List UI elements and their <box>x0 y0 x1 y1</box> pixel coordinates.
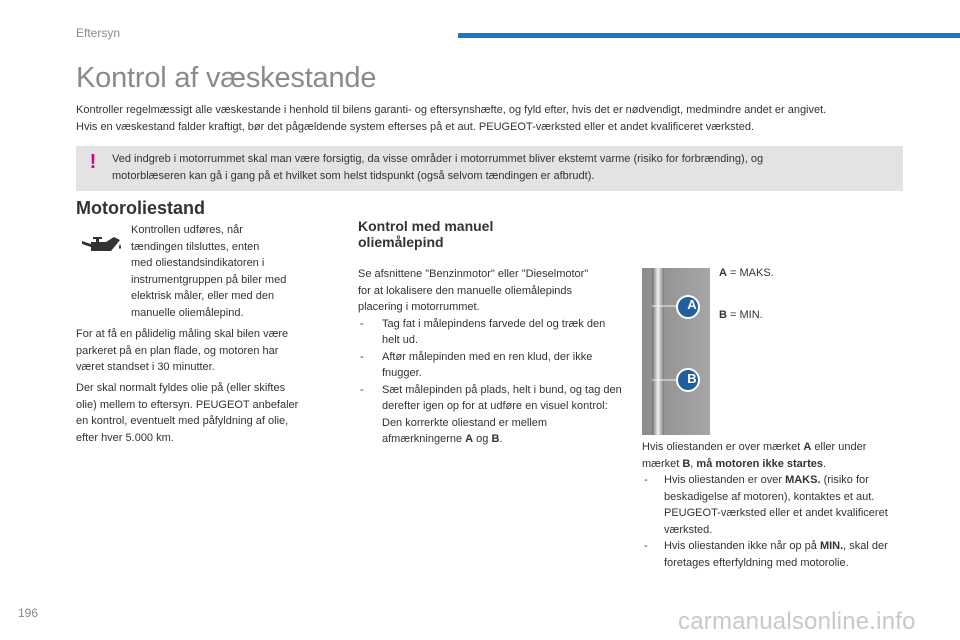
do-not-start-warning: må motoren ikke startes <box>696 457 823 470</box>
text-line: instrumentgruppen på biler med <box>131 273 287 286</box>
text-line: For at få en pålidelig måling skal bilen være <box>76 328 289 340</box>
section-label: Eftersyn <box>76 26 121 40</box>
label-b-min <box>719 309 763 321</box>
heading-line: oliemålepind <box>358 234 444 250</box>
text-line: olie) mellem to eftersyn. PEUGEOT anbefaler <box>76 398 299 411</box>
mark-a: A <box>465 433 474 445</box>
page-number: 196 <box>18 606 39 620</box>
text-line: for at lokalisere den manuelle oliemålepinds <box>358 284 573 297</box>
label-a-value: = MAKS. <box>726 267 774 279</box>
step-list <box>358 316 623 448</box>
exclamation-icon: ! <box>89 151 97 173</box>
text-line: været standset i 30 minutter. <box>76 361 215 373</box>
text-run: mærket <box>642 457 683 470</box>
text-line <box>642 456 904 473</box>
text-run: , <box>690 457 697 470</box>
oil-level-warning-text <box>642 439 904 571</box>
label-b-value: = MIN. <box>726 309 763 321</box>
label-b-key: B <box>719 309 727 321</box>
heading-line: Kontrol med manuel <box>358 218 494 234</box>
page-title: Kontrol af væskestande <box>76 62 377 94</box>
text-line: efter hver 5.000 km. <box>76 431 174 444</box>
text-run: (risiko for beskadigelse af motoren), kontaktes et aut. PEUGEOT-værksted eller et andet kvalificeret værksted. <box>664 474 888 536</box>
min-term: MIN. <box>819 540 844 552</box>
step-connector: og <box>473 433 492 445</box>
oil-check-paragraph-2 <box>76 380 336 446</box>
text-line <box>642 439 904 456</box>
label-a-maks <box>719 267 774 279</box>
step-text: Sæt målepinden på plads, helt i bund, og tag den derefter igen op for at udføre en visuel kontrol: Den korrerkte oliestand er mellem afmærkningerne <box>382 383 622 445</box>
badge-a: A <box>687 297 697 312</box>
text-line: Se afsnittene "Benzinmotor" eller "Dieselmotor" <box>358 268 589 280</box>
step-item <box>358 382 623 448</box>
intro-line: Hvis en væskestand falder kraftigt, bør det pågældende system efterses på et aut. PEUGEOT-værksted eller et andet kvalificeret værksted. <box>76 121 755 133</box>
intro-paragraph <box>76 102 926 136</box>
advice-item <box>642 538 904 571</box>
text-line: tændingen tilsluttes, enten <box>131 240 260 253</box>
step-end: . <box>499 433 503 445</box>
text-run: Hvis oliestanden er over mærket <box>642 441 804 453</box>
text-line: placering i motorrummet. <box>358 301 480 313</box>
text-line: parkeret på en plan flade, og motoren har <box>76 344 279 357</box>
step-item: - Tag fat i målepindens farvede del og træk den helt ud. <box>358 316 623 349</box>
text-run: . <box>822 457 827 470</box>
text-line: Der skal normalt fyldes olie på (eller skiftes <box>76 382 286 394</box>
watermark: carmanualsonline.info <box>678 608 916 635</box>
header-accent-bar <box>458 33 960 38</box>
text-line: med oliestandsindikatoren i <box>131 257 265 269</box>
dipstick-graphic <box>642 268 710 435</box>
text-line: Kontrollen udføres, når <box>131 224 243 236</box>
dipstick-illustration <box>642 268 710 435</box>
oil-check-intro <box>131 222 331 321</box>
step-item: - Aftør målepinden med en ren klud, der ikke fnugger. <box>358 349 623 382</box>
advice-list <box>642 472 904 571</box>
heading-motoroliestand: Motoroliestand <box>76 198 205 218</box>
text-run: Hvis oliestanden er over <box>664 474 786 486</box>
badge-b: B <box>687 371 697 386</box>
mark-b: B <box>682 457 691 470</box>
intro-line: Kontroller regelmæssigt alle væskestande i henhold til bilens garanti- og eftersynshæfte, og fyld efter, hvis det er nødvendigt, medmindre andet er angivet. <box>76 104 827 116</box>
mark-b: B <box>491 433 500 445</box>
text-line: manuelle oliemålepind. <box>131 306 244 319</box>
oil-can-icon <box>78 230 124 260</box>
heading-manual-dipstick <box>358 218 493 250</box>
oil-check-paragraph-1 <box>76 326 336 376</box>
mark-a: A <box>803 441 812 453</box>
text-line: elektrisk måler, eller med den <box>131 290 275 302</box>
warning-line: motorblæseren kan gå i gang på et hvilket som helst tidspunkt (også selvom tændingen er afbrudt). <box>112 170 595 182</box>
label-a-key: A <box>719 267 727 279</box>
warning-text <box>112 151 892 185</box>
text-run: Hvis oliestanden ikke når op på <box>664 540 820 552</box>
manual-dipstick-text <box>358 266 623 448</box>
text-run: eller under <box>811 441 867 453</box>
text-line: en kontrol, eventuelt med påfyldning af olie, <box>76 415 289 427</box>
advice-item <box>642 472 904 538</box>
text-run: , skal der foretages efterfyldning med motorolie. <box>664 540 888 569</box>
warning-line: Ved indgreb i motorrummet skal man være forsigtig, da visse områder i motorrummet bliver ekstemt varme (risiko for forbrænding), og <box>112 153 764 165</box>
maks-term: MAKS. <box>785 474 821 486</box>
